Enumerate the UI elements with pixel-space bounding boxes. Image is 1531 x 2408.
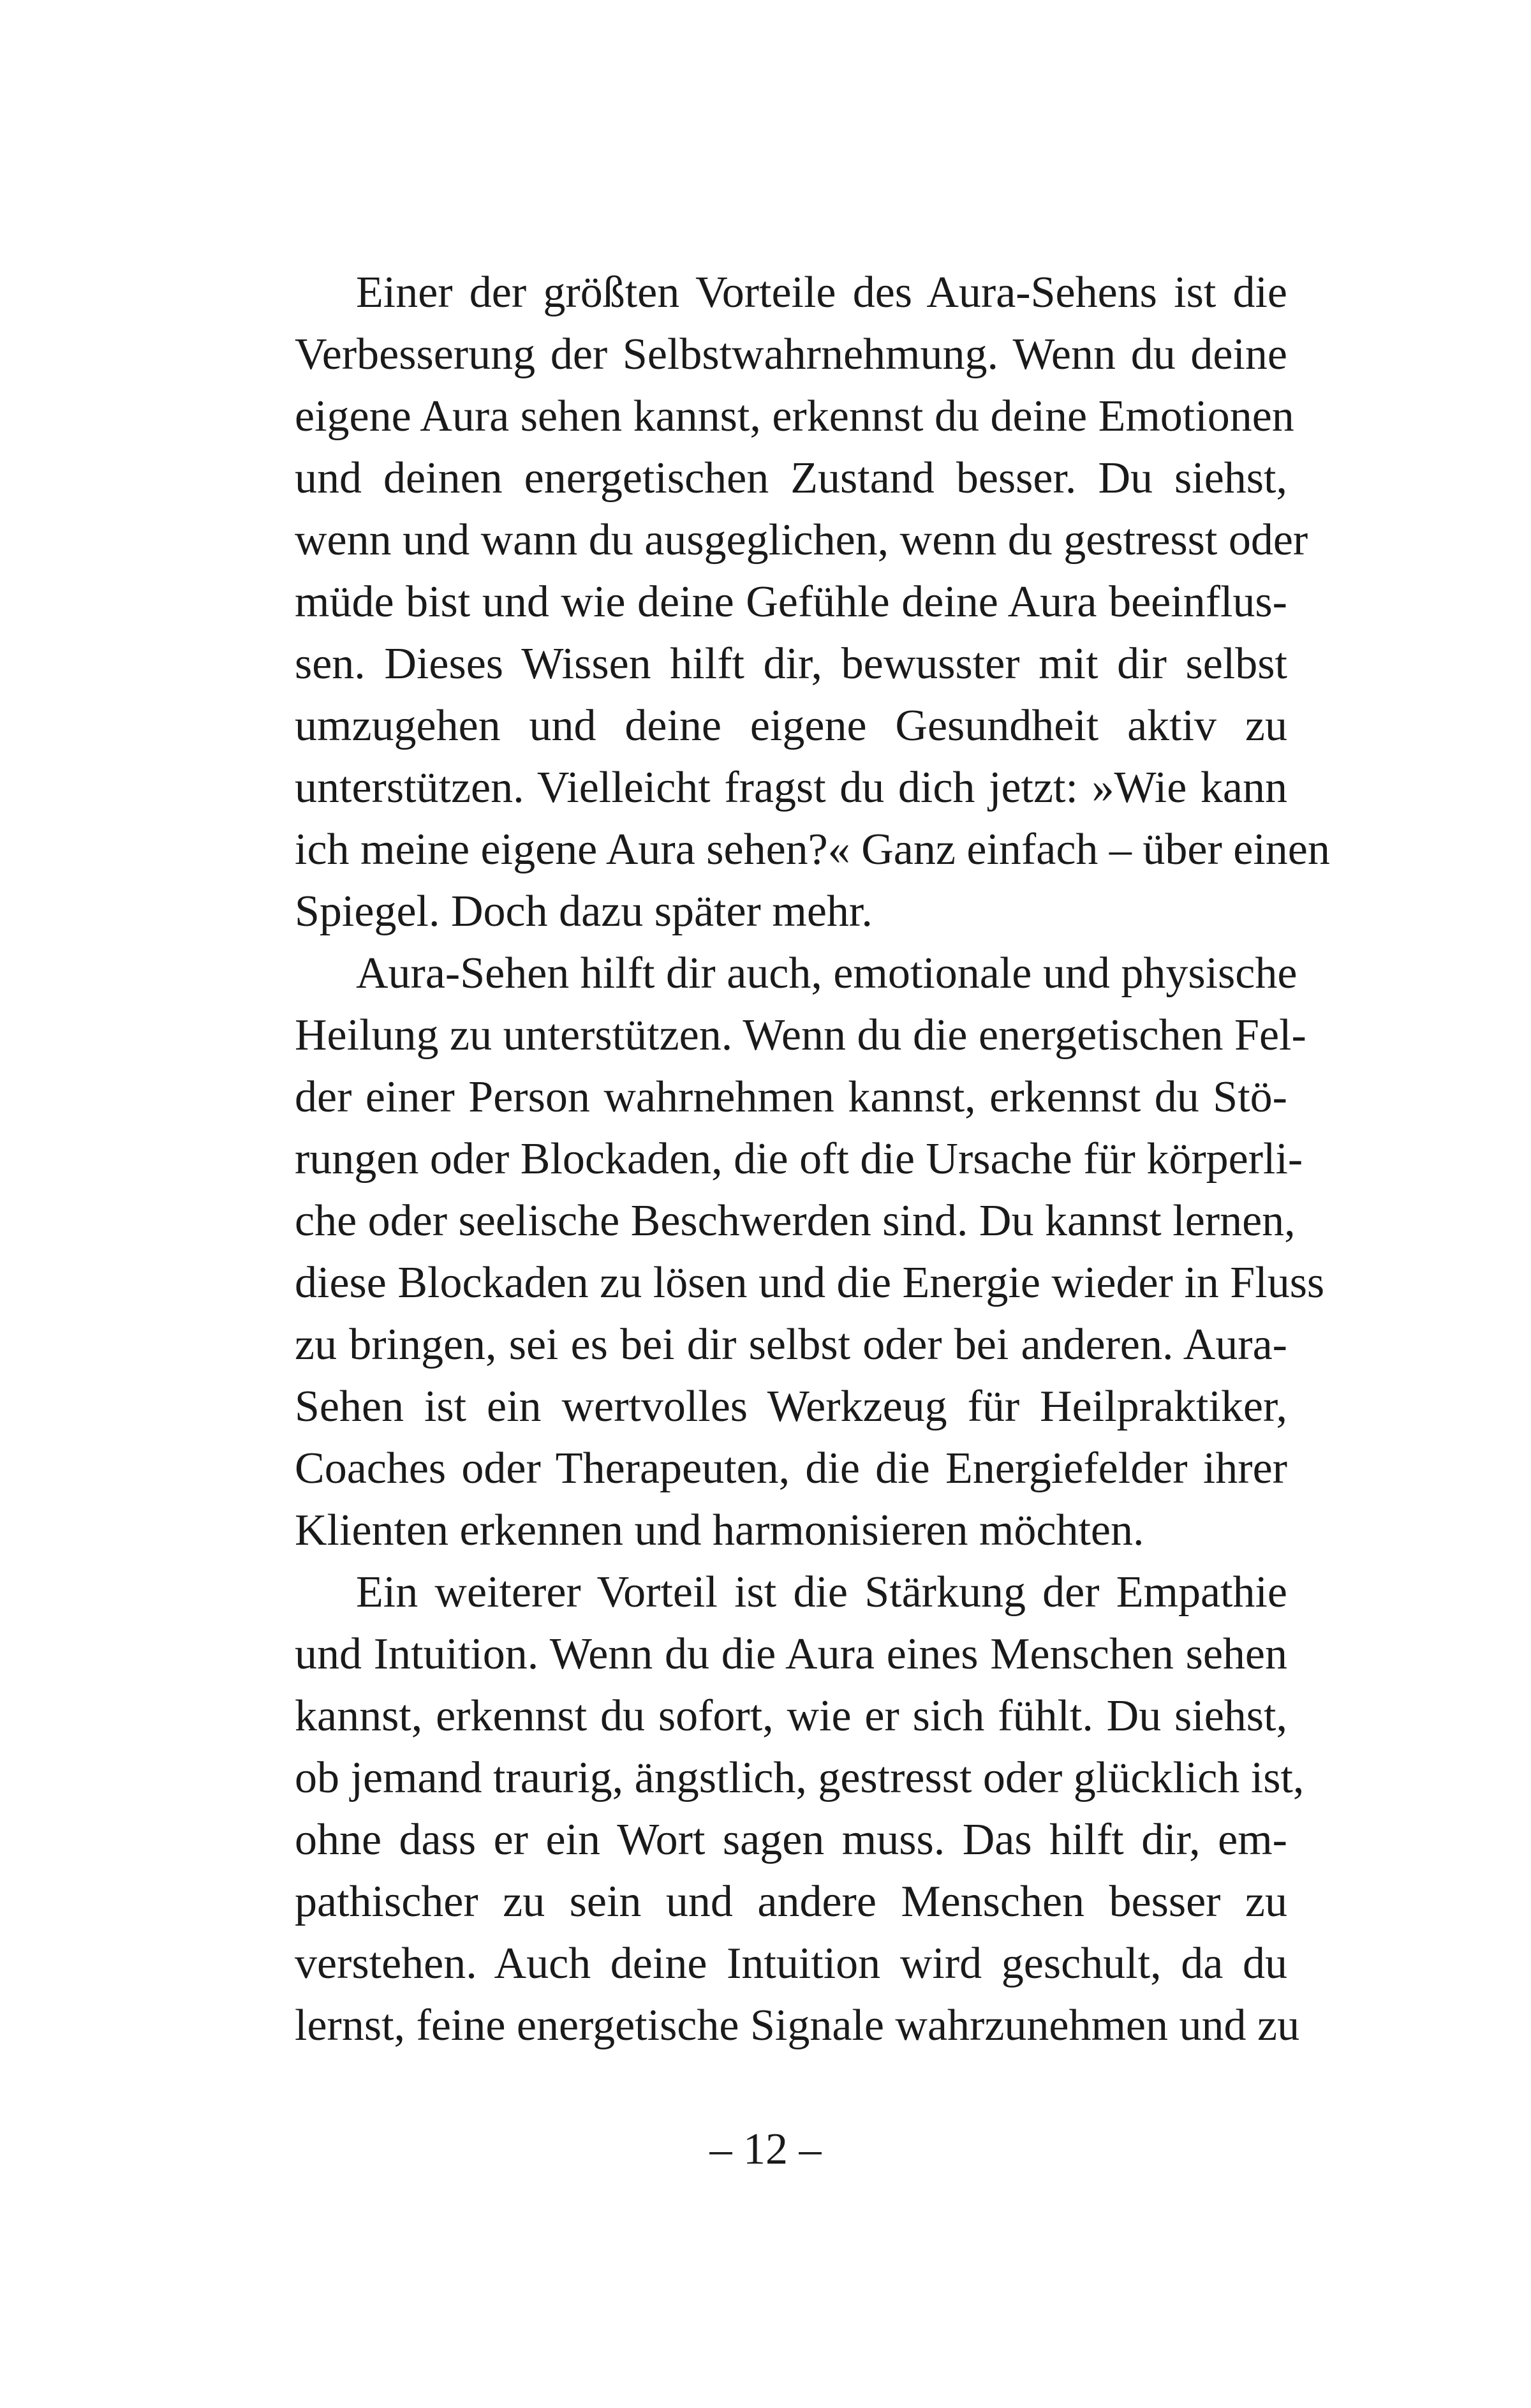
body-text	[295, 262, 1330, 2056]
text-line: sen. Dieses Wissen hilft dir, bewusster mit dir selbst	[295, 639, 1287, 688]
text-line: ob jemand traurig, ängstlich, gestresst oder glücklich ist,	[295, 1753, 1305, 1802]
text-line: rungen oder Blockaden, die oft die Ursache für körperli-	[295, 1134, 1303, 1184]
text-line: che oder seelische Beschwerden sind. Du kannst lernen,	[295, 1196, 1296, 1245]
text-line: Aura-Sehen hilft dir auch, emotionale und physische	[356, 949, 1298, 998]
text-line: Verbesserung der Selbstwahrnehmung. Wenn du deine	[295, 330, 1287, 379]
text-line: zu bringen, sei es bei dir selbst oder bei anderen. Aura-	[295, 1320, 1287, 1369]
text-line: und deinen energetischen Zustand besser. Du siehst,	[295, 454, 1287, 503]
text-line: und Intuition. Wenn du die Aura eines Menschen sehen	[295, 1630, 1287, 1679]
page-number: – 12 –	[709, 2125, 822, 2174]
text-line: Einer der größten Vorteile des Aura-Sehens ist die	[356, 268, 1287, 317]
paragraph	[295, 1561, 1305, 2056]
text-line: lernst, feine energetische Signale wahrzunehmen und zu	[295, 2001, 1300, 2050]
text-line: Klienten erkennen und harmonisieren möchten.	[295, 1506, 1144, 1555]
text-line: pathischer zu sein und andere Menschen besser zu	[295, 1877, 1287, 1926]
text-line: wenn und wann du ausgeglichen, wenn du gestresst oder	[295, 516, 1308, 565]
text-line: Coaches oder Therapeuten, die die Energiefelder ihrer	[295, 1444, 1287, 1493]
text-line: ich meine eigene Aura sehen?« Ganz einfach – über einen	[295, 825, 1330, 874]
text-line: der einer Person wahrnehmen kannst, erkennst du Stö-	[295, 1073, 1287, 1122]
text-line: Spiegel. Doch dazu später mehr.	[295, 887, 873, 936]
text-line: müde bist und wie deine Gefühle deine Aura beeinflus-	[295, 577, 1287, 627]
text-line: Ein weiterer Vorteil ist die Stärkung der Empathie	[356, 1568, 1287, 1617]
text-line: verstehen. Auch deine Intuition wird geschult, da du	[295, 1939, 1287, 1988]
text-line: ohne dass er ein Wort sagen muss. Das hilft dir, em-	[295, 1815, 1287, 1864]
text-line: kannst, erkennst du sofort, wie er sich fühlt. Du siehst,	[295, 1691, 1287, 1741]
text-line: eigene Aura sehen kannst, erkennst du deine Emotionen	[295, 392, 1294, 441]
text-line: Heilung zu unterstützen. Wenn du die energetischen Fel-	[295, 1011, 1306, 1060]
text-line: umzugehen und deine eigene Gesundheit aktiv zu	[295, 701, 1287, 750]
paragraph	[295, 942, 1325, 1561]
text-line: unterstützen. Vielleicht fragst du dich jetzt: »Wie kann	[295, 763, 1287, 812]
text-line: Sehen ist ein wertvolles Werkzeug für Heilpraktiker,	[295, 1382, 1287, 1431]
paragraph	[295, 262, 1330, 942]
text-line: diese Blockaden zu lösen und die Energie wieder in Fluss	[295, 1258, 1325, 1307]
